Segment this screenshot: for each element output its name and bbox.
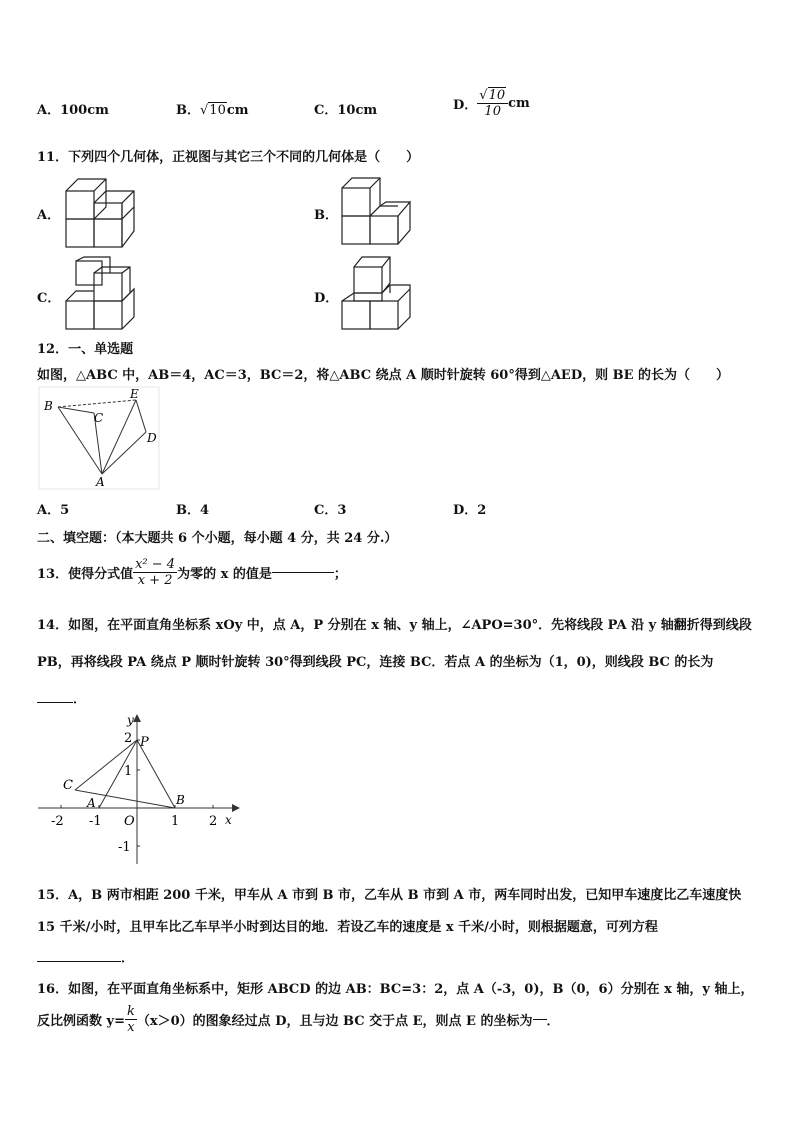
- q10-option-b: [176, 99, 249, 118]
- q12-option-c: C．3: [314, 503, 347, 518]
- q14-ytick-2: 2: [124, 731, 133, 746]
- q14-x-axis-label: x: [225, 813, 232, 827]
- q14-point-p: P: [140, 735, 149, 750]
- q10-b-unit: cm: [226, 103, 249, 118]
- q10-option-c: C．10cm: [314, 103, 378, 118]
- q14-line-3: [37, 688, 86, 707]
- q12-header: 12．一、单选题: [37, 342, 134, 357]
- q13-end: ；: [333, 567, 347, 582]
- q13-numerator: x² − 4: [135, 557, 176, 572]
- section-heading: 二、填空题：（本大题共 6 个小题，每小题 4 分，共 24 分.）: [37, 531, 398, 546]
- q11-solid-d-figure: [340, 255, 420, 333]
- q14-xtick-neg2: -2: [51, 814, 64, 829]
- q16-denominator: x: [127, 1020, 135, 1035]
- q14-point-b: B: [176, 793, 185, 807]
- q16-numerator: k: [126, 1004, 135, 1019]
- q15-line-2: 15 千米/小时，且甲车比乙车早半小时到达目的地．若设乙车的速度是 x 千米/小时，则根据题意，可列方程: [37, 920, 658, 935]
- q10-d-denominator: 10: [484, 104, 501, 119]
- q11-label-a: A．: [37, 208, 61, 223]
- q11-stem: 11．下列四个几何体，正视图与其它三个不同的几何体是（ ）: [37, 150, 420, 165]
- q11-solid-b-figure: [340, 176, 420, 250]
- q13-prefix: 13．使得分式值: [37, 567, 134, 582]
- q10-option-d: [453, 88, 530, 119]
- q14-xtick-neg1: -1: [89, 814, 102, 829]
- q16-prefix: 反比例函数 y=: [37, 1014, 125, 1029]
- q10-option-d-label: D．: [453, 98, 478, 113]
- q10-option-a: A．100cm: [37, 103, 109, 118]
- q12-label-c: C: [94, 411, 104, 425]
- q16-line-2: [37, 1004, 560, 1035]
- q13-denominator: x + 2: [137, 573, 173, 588]
- q13-suffix: 为零的 x 的值是: [177, 567, 272, 582]
- q15-answer-blank: [37, 961, 121, 962]
- q14-end: ．: [73, 692, 87, 707]
- q12-option-a: A．5: [37, 503, 70, 518]
- q16-line-1: 16．如图，在平面直角坐标系中，矩形 ABCD 的边 AB：BC=3：2，点 A（-3，0)，B（0，6）分别在 x 轴，y 轴上，: [37, 982, 754, 997]
- q12-label-d: D: [147, 431, 157, 445]
- q12-option-d: D．2: [453, 503, 487, 518]
- q12-triangle-figure: [38, 386, 160, 490]
- q14-point-a: A: [87, 796, 96, 810]
- q14-origin-label: O: [124, 814, 135, 829]
- q15-line-1: 15．A，B 两市相距 200 千米，甲车从 A 市到 B 市，乙车从 B 市到 A 市，两车同时出发，已知甲车速度比乙车速度快: [37, 888, 742, 903]
- q14-line-1: 14．如图，在平面直角坐标系 xOy 中，点 A，P 分别在 x 轴、y 轴上，∠APO=30°．先将线段 PA 沿 y 轴翻折得到线段: [37, 618, 752, 633]
- q10-d-unit: cm: [508, 96, 530, 111]
- q10-d-fraction: [477, 88, 508, 119]
- q11-label-b: B．: [314, 208, 338, 223]
- q11-solid-c-figure: [64, 255, 144, 333]
- q11-label-c: C．: [37, 291, 61, 306]
- q14-xtick-1: 1: [171, 814, 180, 829]
- q14-answer-blank: [37, 702, 73, 703]
- q10-option-b-label: B．: [176, 103, 200, 118]
- q14-xtick-2: 2: [209, 814, 218, 829]
- q12-label-b: B: [44, 399, 53, 413]
- q16-suffix: （x＞0）的图象经过点 D，且与边 BC 交于点 E，则点 E 的坐标为: [136, 1014, 533, 1029]
- sqrt-symbol: √10: [479, 88, 506, 103]
- q14-line-2: PB，再将线段 PA 绕点 P 顺时针旋转 30°得到线段 PC，连接 BC．若点 A 的坐标为（1，0)，则线段 BC 的长为: [37, 655, 714, 670]
- q14-y-axis-label: y: [127, 713, 134, 727]
- q16-end: ．: [546, 1014, 560, 1029]
- q12-stem: 如图，△ABC 中，AB＝4，AC＝3，BC＝2，将△ABC 绕点 A 顺时针旋转 60°得到△AED，则 BE 的长为（ ）: [37, 368, 730, 383]
- q13-fraction: [133, 557, 177, 588]
- q12-label-a: A: [96, 475, 105, 489]
- q10-d-num-radicand: 10: [488, 88, 506, 103]
- q11-solid-a-figure: [64, 172, 144, 250]
- q12-option-b: B．4: [176, 503, 210, 518]
- q13-line: [37, 557, 347, 588]
- q16-fraction: [125, 1004, 137, 1035]
- q14-ytick-neg1: -1: [118, 840, 131, 855]
- q16-answer-blank: [533, 1019, 547, 1020]
- q15-end: ．: [121, 951, 135, 966]
- q13-answer-blank: [272, 572, 334, 573]
- q15-line-3: [37, 947, 134, 966]
- q12-label-e: E: [130, 387, 139, 401]
- q14-coordinate-figure: [36, 712, 242, 868]
- sqrt-symbol: √10: [200, 103, 226, 118]
- q14-point-c: C: [63, 778, 73, 793]
- q14-ytick-1: 1: [124, 764, 133, 779]
- q11-label-d: D．: [314, 291, 339, 306]
- q10-b-radicand: 10: [209, 103, 226, 118]
